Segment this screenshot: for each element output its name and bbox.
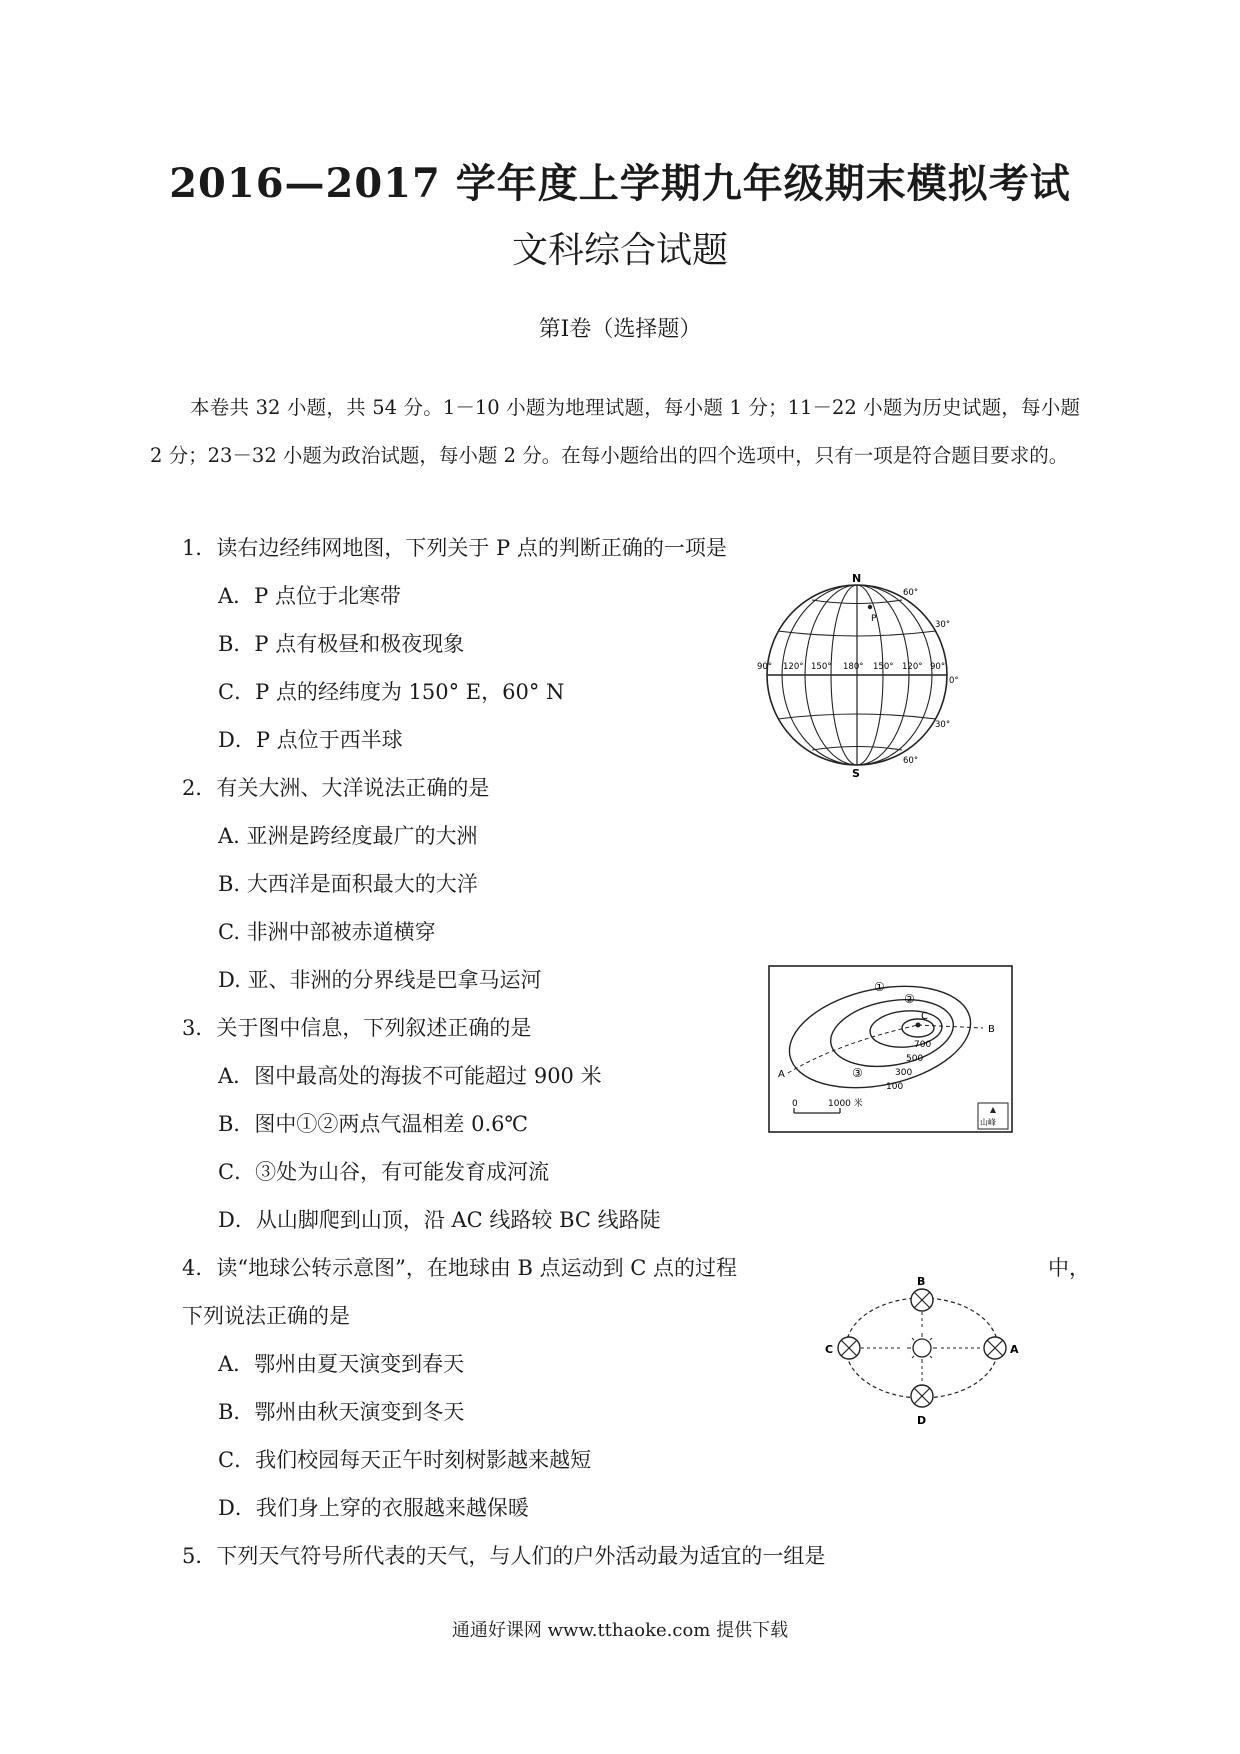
earth-position-b xyxy=(911,1289,933,1311)
point-b-label: B xyxy=(988,1024,995,1035)
south-pole-label: S xyxy=(852,767,860,780)
map-frame xyxy=(769,966,1012,1132)
elevation-label-100: 100 xyxy=(886,1082,904,1092)
north-pole-label: N xyxy=(852,572,862,585)
intro-paragraph: 本卷共 32 小题，共 54 分。1－10 小题为地理试题，每小题 1 分；11－22 小题为历史试题，每小题 2 分；23－32 小题为政治试题，每小题 2 分。在每小题给出的四个选项中，只有一项是符合题目要求的。 xyxy=(150,396,1080,467)
globe-graticule-figure xyxy=(755,565,970,780)
lon-label-150w: 150° xyxy=(811,662,832,672)
contour-map-figure xyxy=(768,965,1013,1133)
question-2-option-d: D. 亚、非洲的分界线是巴拿马运河 xyxy=(218,968,542,992)
marker-2-label: ② xyxy=(904,992,915,1006)
marker-3-label: ③ xyxy=(852,1066,863,1080)
question-1-stem: 1．读右边经纬网地图，下列关于 P 点的判断正确的一项是 xyxy=(182,536,727,560)
lat-label-30s: 30° xyxy=(935,720,951,730)
question-3-stem: 3．关于图中信息，下列叙述正确的是 xyxy=(182,1016,532,1040)
page-footer: 通通好课网 www.tthaoke.com 提供下载 xyxy=(451,1620,789,1641)
position-a-label: A xyxy=(1010,1343,1019,1356)
earth-position-d xyxy=(911,1385,933,1407)
earth-orbit-figure xyxy=(815,1268,1030,1433)
exam-subtitle: 文科综合试题 xyxy=(511,230,728,271)
lat-label-0: 0° xyxy=(949,676,959,686)
question-3-option-a: A．图中最高处的海拔不可能超过 900 米 xyxy=(218,1064,602,1088)
lat-label-60n: 60° xyxy=(903,588,919,598)
elevation-label-500: 500 xyxy=(906,1054,924,1064)
earth-position-c xyxy=(838,1337,860,1359)
sun-icon xyxy=(907,1333,937,1363)
question-1-option-d: D．P 点位于西半球 xyxy=(218,728,403,752)
question-2-option-b: B. 大西洋是面积最大的大洋 xyxy=(218,872,478,896)
question-4-option-c: C．我们校园每天正午时刻树影越来越短 xyxy=(218,1448,592,1472)
lon-label-90e: 90° xyxy=(930,662,946,672)
lon-label-180: 180° xyxy=(843,662,864,672)
position-b-label: B xyxy=(917,1275,926,1288)
position-d-label: D xyxy=(917,1414,927,1427)
scale-zero-label: 0 xyxy=(792,1099,798,1109)
question-4-option-b: B．鄂州由秋天演变到冬天 xyxy=(218,1400,465,1424)
point-p-label: P xyxy=(871,614,877,624)
exam-title: 2016—2017 学年度上学期九年级期末模拟考试 xyxy=(169,160,1071,207)
question-4-stem-line2: 下列说法正确的是 xyxy=(182,1304,350,1328)
question-5-stem: 5．下列天气符号所代表的天气，与人们的户外活动最为适宜的一组是 xyxy=(182,1544,826,1568)
section-title: 第Ⅰ卷（选择题） xyxy=(538,317,702,342)
question-4-stem: 4．读“地球公转示意图”，在地球由 B 点运动到 C 点的过程 xyxy=(182,1256,738,1280)
question-1-option-c: C．P 点的经纬度为 150° E，60° N xyxy=(218,680,565,704)
point-a-label: A xyxy=(778,1069,785,1080)
question-4-option-d: D．我们身上穿的衣服越来越保暖 xyxy=(218,1496,529,1520)
lon-label-120w: 120° xyxy=(783,662,804,672)
point-p-marker xyxy=(868,605,872,609)
question-1-option-a: A．P 点位于北寒带 xyxy=(218,584,401,608)
point-c-label: C xyxy=(921,1011,928,1022)
question-3-option-c: C．③处为山谷，有可能发育成河流 xyxy=(218,1160,550,1184)
lat-label-30n: 30° xyxy=(935,620,951,630)
position-c-label: C xyxy=(825,1343,834,1356)
question-3-option-b: B．图中①②两点气温相差 0.6℃ xyxy=(218,1112,528,1136)
question-1-option-b: B．P 点有极昼和极夜现象 xyxy=(218,632,465,656)
lon-label-150e: 150° xyxy=(873,662,894,672)
scale-distance-label: 1000 米 xyxy=(828,1099,863,1109)
peak-c-marker xyxy=(916,1023,921,1028)
marker-1-label: ① xyxy=(874,980,885,994)
question-2-option-c: C. 非洲中部被赤道横穿 xyxy=(218,920,436,944)
question-4-option-a: A．鄂州由夏天演变到春天 xyxy=(218,1352,465,1376)
question-2-option-a: A. 亚洲是跨经度最广的大洲 xyxy=(218,824,478,848)
lat-label-60s: 60° xyxy=(903,756,919,766)
lon-label-90w: 90° xyxy=(757,662,773,672)
earth-position-a xyxy=(984,1337,1006,1359)
question-2-stem: 2．有关大洲、大洋说法正确的是 xyxy=(182,776,490,800)
elevation-label-300: 300 xyxy=(895,1068,913,1078)
question-4-stem-continued: 中， xyxy=(1048,1256,1090,1280)
lon-label-120e: 120° xyxy=(902,662,923,672)
legend-label: 山峰 xyxy=(980,1118,996,1127)
question-3-option-d: D．从山脚爬到山顶，沿 AC 线路较 BC 线路陡 xyxy=(218,1208,661,1232)
elevation-label-700: 700 xyxy=(914,1040,932,1050)
